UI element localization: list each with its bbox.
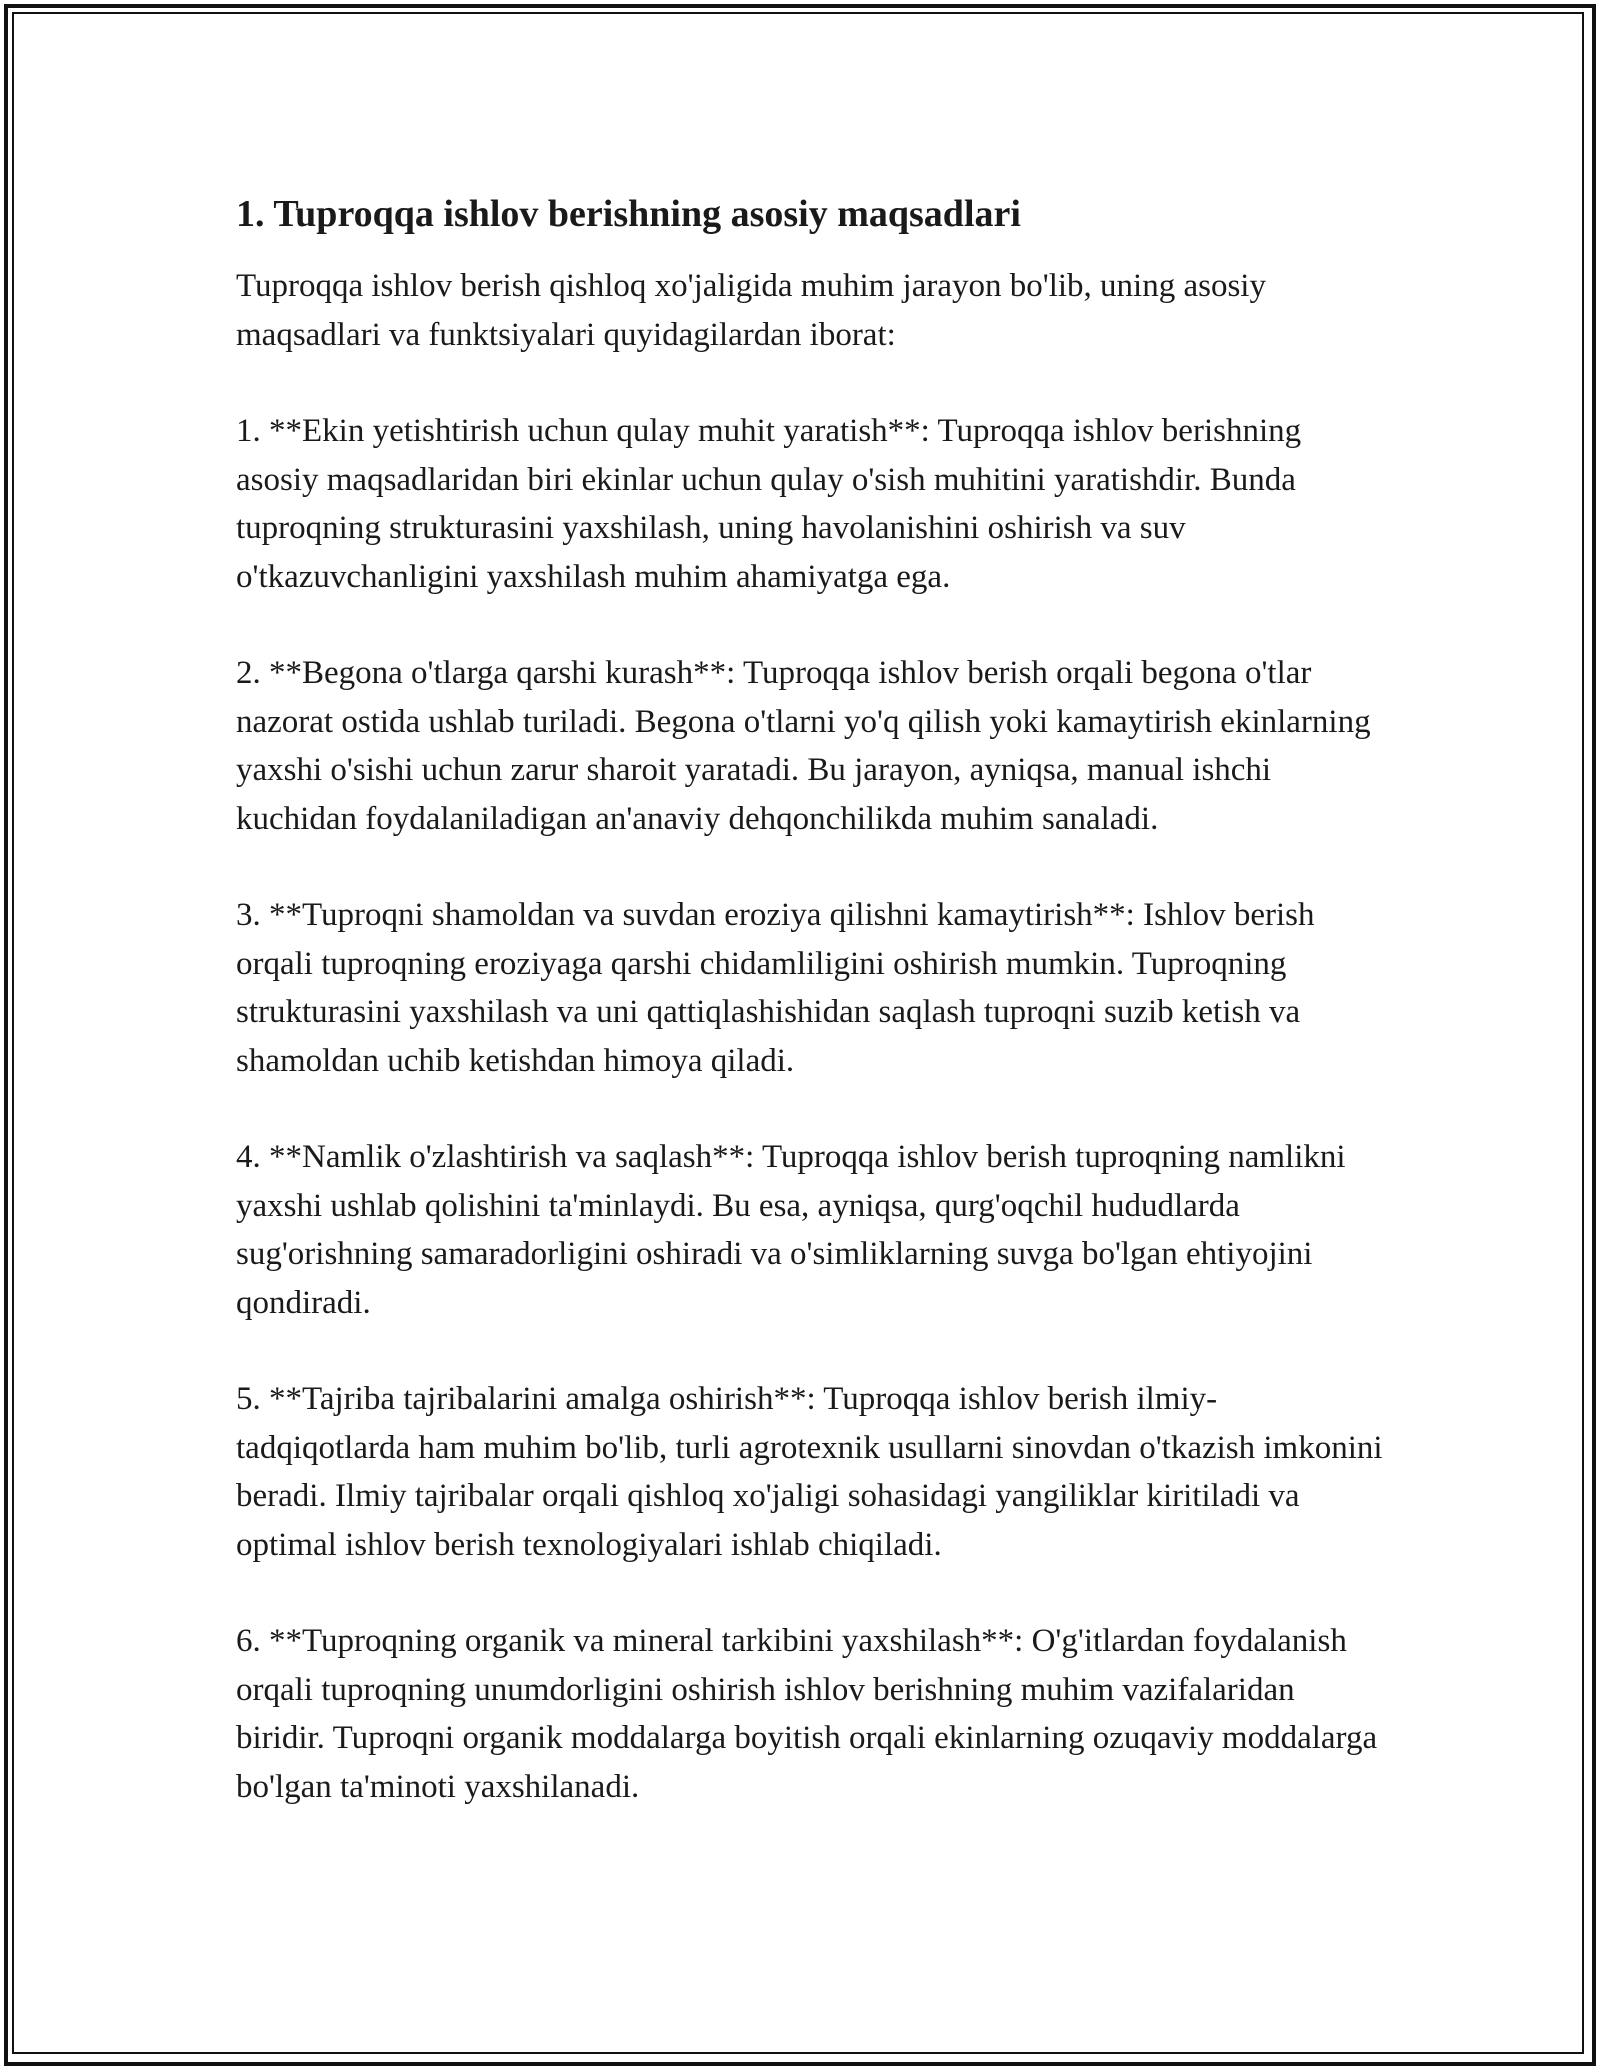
section-title: 1. Tuproqqa ishlov berishning asosiy maqsadlari <box>236 193 1021 235</box>
list-item: 1. **Ekin yetishtirish uchun qulay muhit yaratish**: Tuproqqa ishlov berishning asosiy maqsadlaridan biri ekinlar uchun qulay o'sish muhitini yaratishdir. Bunda tuproqning strukturasini yaxshilash, uning havolanishini oshirish va suv o'tkazuvchanligini yaxshilash muhim ahamiyatga ega. <box>236 413 1302 595</box>
list-item: 6. **Tuproqning organik va mineral tarkibini yaxshilash**: O'g'itlardan foydalanish orqali tuproqning unumdorligini oshirish ishlov berishning muhim vazifalaridan biridir. Tuproqni organik moddalarga boyitish orqali ekinlarning ozuqaviy moddalarga bo'lgan ta'minoti yaxshilanadi. <box>236 1623 1378 1805</box>
list-item: 2. **Begona o'tlarga qarshi kurash**: Tuproqqa ishlov berish orqali begona o'tlar nazorat ostida ushlab turiladi. Begona o'tlarni yo'q qilish yoki kamaytirish ekinlarning yaxshi o'sishi uchun zarur sharoit yaratadi. Bu jarayon, ayniqsa, manual ishchi kuchidan foydalaniladigan an'anaviy dehqonchilikda muhim sanaladi. <box>236 655 1371 837</box>
list-item: 4. **Namlik o'zlashtirish va saqlash**: Tuproqqa ishlov berish tuproqning namlikni yaxshi ushlab qolishini ta'minlaydi. Bu esa, ayniqsa, qurg'oqchil hududlarda sug'orishning samaradorligini oshiradi va o'simliklarning suvga bo'lgan ehtiyojini qondiradi. <box>236 1139 1346 1321</box>
list-item: 3. **Tuproqni shamoldan va suvdan eroziya qilishni kamaytirish**: Ishlov berish orqali tuproqning eroziyaga qarshi chidamliligini oshirish mumkin. Tuproqning strukturasini yaxshilash va uni qattiqlashishidan saqlash tuproqni suzib ketish va shamoldan uchib ketishdan himoya qiladi. <box>236 897 1315 1079</box>
list-item: 5. **Tajriba tajribalarini amalga oshirish**: Tuproqqa ishlov berish ilmiy-tadqiqotlarda ham muhim bo'lib, turli agrotexnik usullarni sinovdan o'tkazish imkonini beradi. Ilmiy tajribalar orqali qishloq xo'jaligi sohasidagi yangiliklar kiritiladi va optimal ishlov berish texnologiyalari ishlab chiqiladi. <box>236 1381 1383 1563</box>
document-body <box>236 188 1386 1859</box>
intro-paragraph: Tuproqqa ishlov berish qishloq xo'jaligida muhim jarayon bo'lib, uning asosiy maqsadlari va funktsiyalari quyidagilardan iborat: <box>236 268 1266 353</box>
